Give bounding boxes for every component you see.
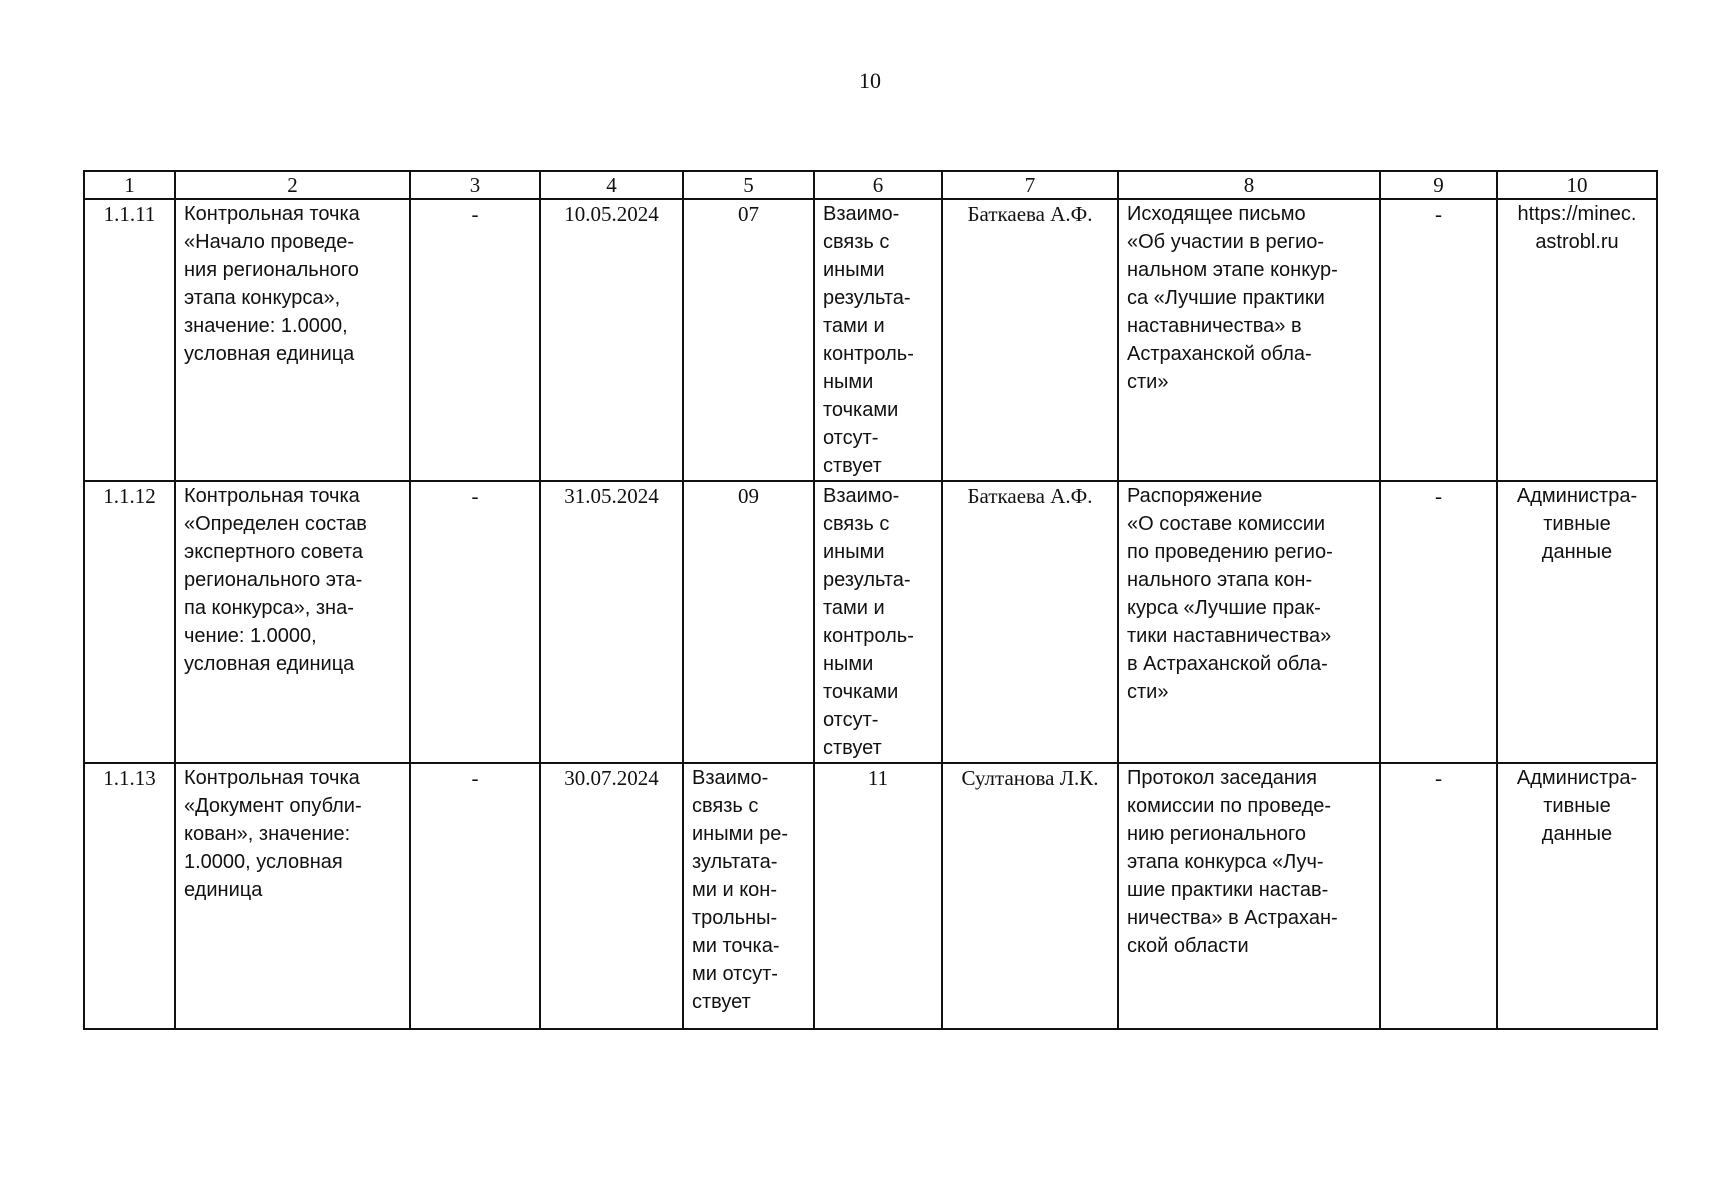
control-point-name-cell: Контрольная точка «Начало проведе- ния регионального этапа конкурса», значение: 1.0000, условная единица <box>175 199 410 481</box>
column-5-cell: 07 <box>683 199 814 481</box>
source-cell: Администра- тивные данные <box>1497 481 1657 763</box>
column-9-cell: - <box>1380 199 1497 481</box>
column-6-cell: Взаимо- связь с иными результа- тами и контроль- ными точками отсут- ствует <box>814 199 942 481</box>
column-3-cell: - <box>410 199 540 481</box>
row-id-cell: 1.1.11 <box>84 199 175 481</box>
responsible-cell: Баткаева А.Ф. <box>942 199 1118 481</box>
column-header: 3 <box>410 171 540 199</box>
column-9-cell: - <box>1380 763 1497 1029</box>
header-row <box>84 171 1657 199</box>
document-cell: Исходящее письмо «Об участии в регио- нальном этапе конкур- са «Лучшие практики наставничества» в Астраханской обла- сти» <box>1118 199 1380 481</box>
document-cell: Распоряжение «О составе комиссии по проведению регио- нального этапа кон- курса «Лучшие прак- тики наставничества» в Астраханской обла- сти» <box>1118 481 1380 763</box>
column-header: 2 <box>175 171 410 199</box>
column-header: 6 <box>814 171 942 199</box>
column-5-cell: 09 <box>683 481 814 763</box>
table-row <box>84 199 1657 481</box>
control-point-name-cell: Контрольная точка «Определен состав экспертного совета регионального эта- па конкурса», зна- чение: 1.0000, условная единица <box>175 481 410 763</box>
source-cell: https://minec. astrobl.ru <box>1497 199 1657 481</box>
source-cell: Администра- тивные данные <box>1497 763 1657 1029</box>
row-id-cell: 1.1.13 <box>84 763 175 1029</box>
column-header: 1 <box>84 171 175 199</box>
table-row <box>84 481 1657 763</box>
column-3-cell: - <box>410 481 540 763</box>
column-header: 9 <box>1380 171 1497 199</box>
table-row <box>84 763 1657 1029</box>
control-points-table <box>83 170 1658 1030</box>
column-5-cell: Взаимо- связь с иными ре- зультата- ми и кон- трольны- ми точка- ми отсут- ствует <box>683 763 814 1029</box>
responsible-cell: Баткаева А.Ф. <box>942 481 1118 763</box>
date-cell: 10.05.2024 <box>540 199 683 481</box>
column-header: 4 <box>540 171 683 199</box>
column-3-cell: - <box>410 763 540 1029</box>
document-cell: Протокол заседания комиссии по проведе- нию регионального этапа конкурса «Луч- шие практики настав- ничества» в Астрахан- ской области <box>1118 763 1380 1029</box>
page-number: 10 <box>859 68 881 93</box>
column-header: 8 <box>1118 171 1380 199</box>
column-6-cell: Взаимо- связь с иными результа- тами и контроль- ными точками отсут- ствует <box>814 481 942 763</box>
responsible-cell: Султанова Л.К. <box>942 763 1118 1029</box>
date-cell: 30.07.2024 <box>540 763 683 1029</box>
column-9-cell: - <box>1380 481 1497 763</box>
column-header: 7 <box>942 171 1118 199</box>
column-header: 5 <box>683 171 814 199</box>
control-point-name-cell: Контрольная точка «Документ опубли- кован», значение: 1.0000, условная единица <box>175 763 410 1029</box>
row-id-cell: 1.1.12 <box>84 481 175 763</box>
column-header: 10 <box>1497 171 1657 199</box>
column-6-cell: 11 <box>814 763 942 1029</box>
date-cell: 31.05.2024 <box>540 481 683 763</box>
